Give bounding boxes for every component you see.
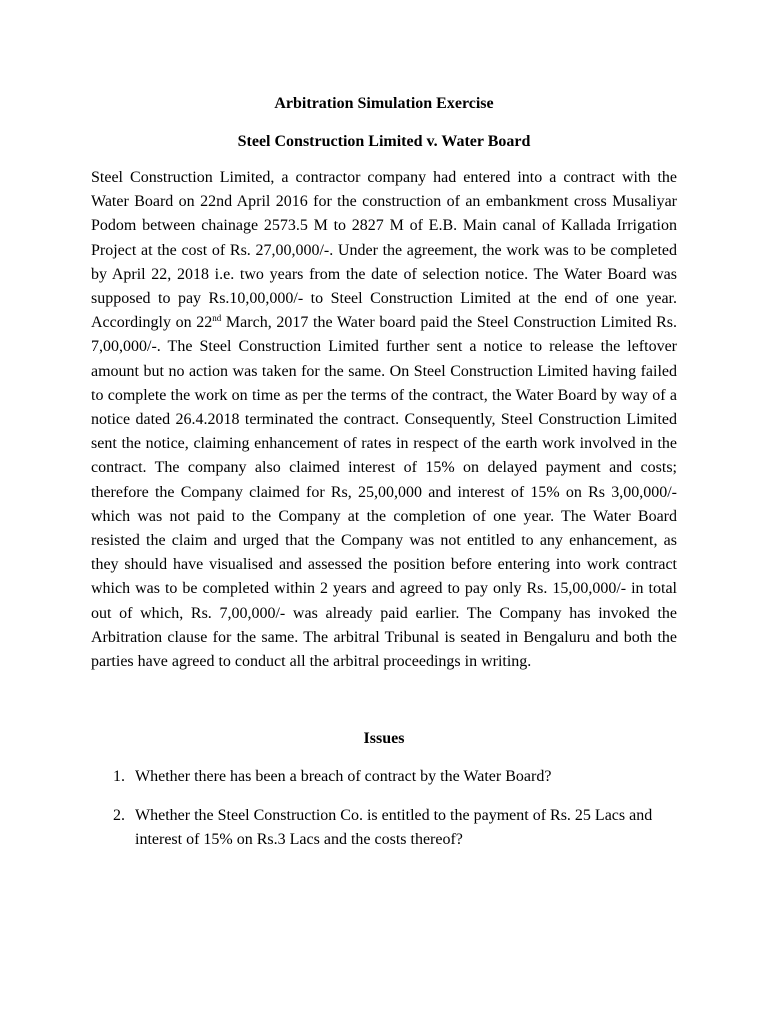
ordinal-suffix: nd	[212, 313, 222, 324]
issue-number: 1.	[113, 768, 125, 786]
issue-number: 2.	[113, 807, 125, 825]
case-facts-text-part-2: March, 2017 the Water board paid the Steel Construction Limited Rs. 7,00,000/-. The Steel Construction Limited further sent a notice to release the leftover amount but no action was taken for the same. On Steel Construction Limited having failed to complete the work on time as per the terms of the contract, the Water Board by way of a notice dated 26.4.2018 terminated the contract. Consequently, Steel Construction Limited sent the notice, claiming enhancement of rates in respect of the earth work involved in the contract. The company also claimed interest of 15% on delayed payment and costs; therefore the Company claimed for Rs, 25,00,000 and interest of 15% on Rs 3,00,000/- which was not paid to the Company at the completion of one year. The Water Board resisted the claim and urged that the Company was not entitled to any enhancement, as they should have visualised and assessed the position before entering into work contract which was to be completed within 2 years and agreed to pay only Rs. 15,00,000/- in total out of which, Rs. 7,00,000/- was already paid earlier. The Company has invoked the Arbitration clause for the same. The arbitral Tribunal is seated in Bengaluru and both the parties have agreed to conduct all the arbitral proceedings in writing.	[91, 314, 677, 671]
issue-text: Whether there has been a breach of contract by the Water Board?	[135, 768, 552, 786]
document-title: Arbitration Simulation Exercise	[274, 95, 494, 112]
issue-item	[91, 804, 677, 852]
case-title: Steel Construction Limited v. Water Board	[237, 133, 531, 150]
issues-heading: Issues	[363, 730, 405, 748]
case-facts-text-part-1: Steel Construction Limited, a contractor company had entered into a contract with the Water Board on 22nd April 2016 for the construction of an embankment cross Musaliyar Podom between chainage 2573.5 M to 2827 M of E.B. Main canal of Kallada Irrigation Project at the cost of Rs. 27,00,000/-. Under the agreement, the work was to be completed by April 22, 2018 i.e. two years from the date of selection notice. The Water Board was supposed to pay Rs.10,00,000/- to Steel Construction Limited at the end of one year. Accordingly on 22	[91, 169, 677, 332]
issues-list	[91, 765, 677, 852]
issue-item	[91, 765, 677, 789]
case-facts-paragraph	[91, 166, 677, 674]
issue-text: Whether the Steel Construction Co. is entitled to the payment of Rs. 25 Lacs and interest of 15% on Rs.3 Lacs and the costs thereof?	[135, 807, 653, 849]
document-page	[91, 92, 677, 867]
